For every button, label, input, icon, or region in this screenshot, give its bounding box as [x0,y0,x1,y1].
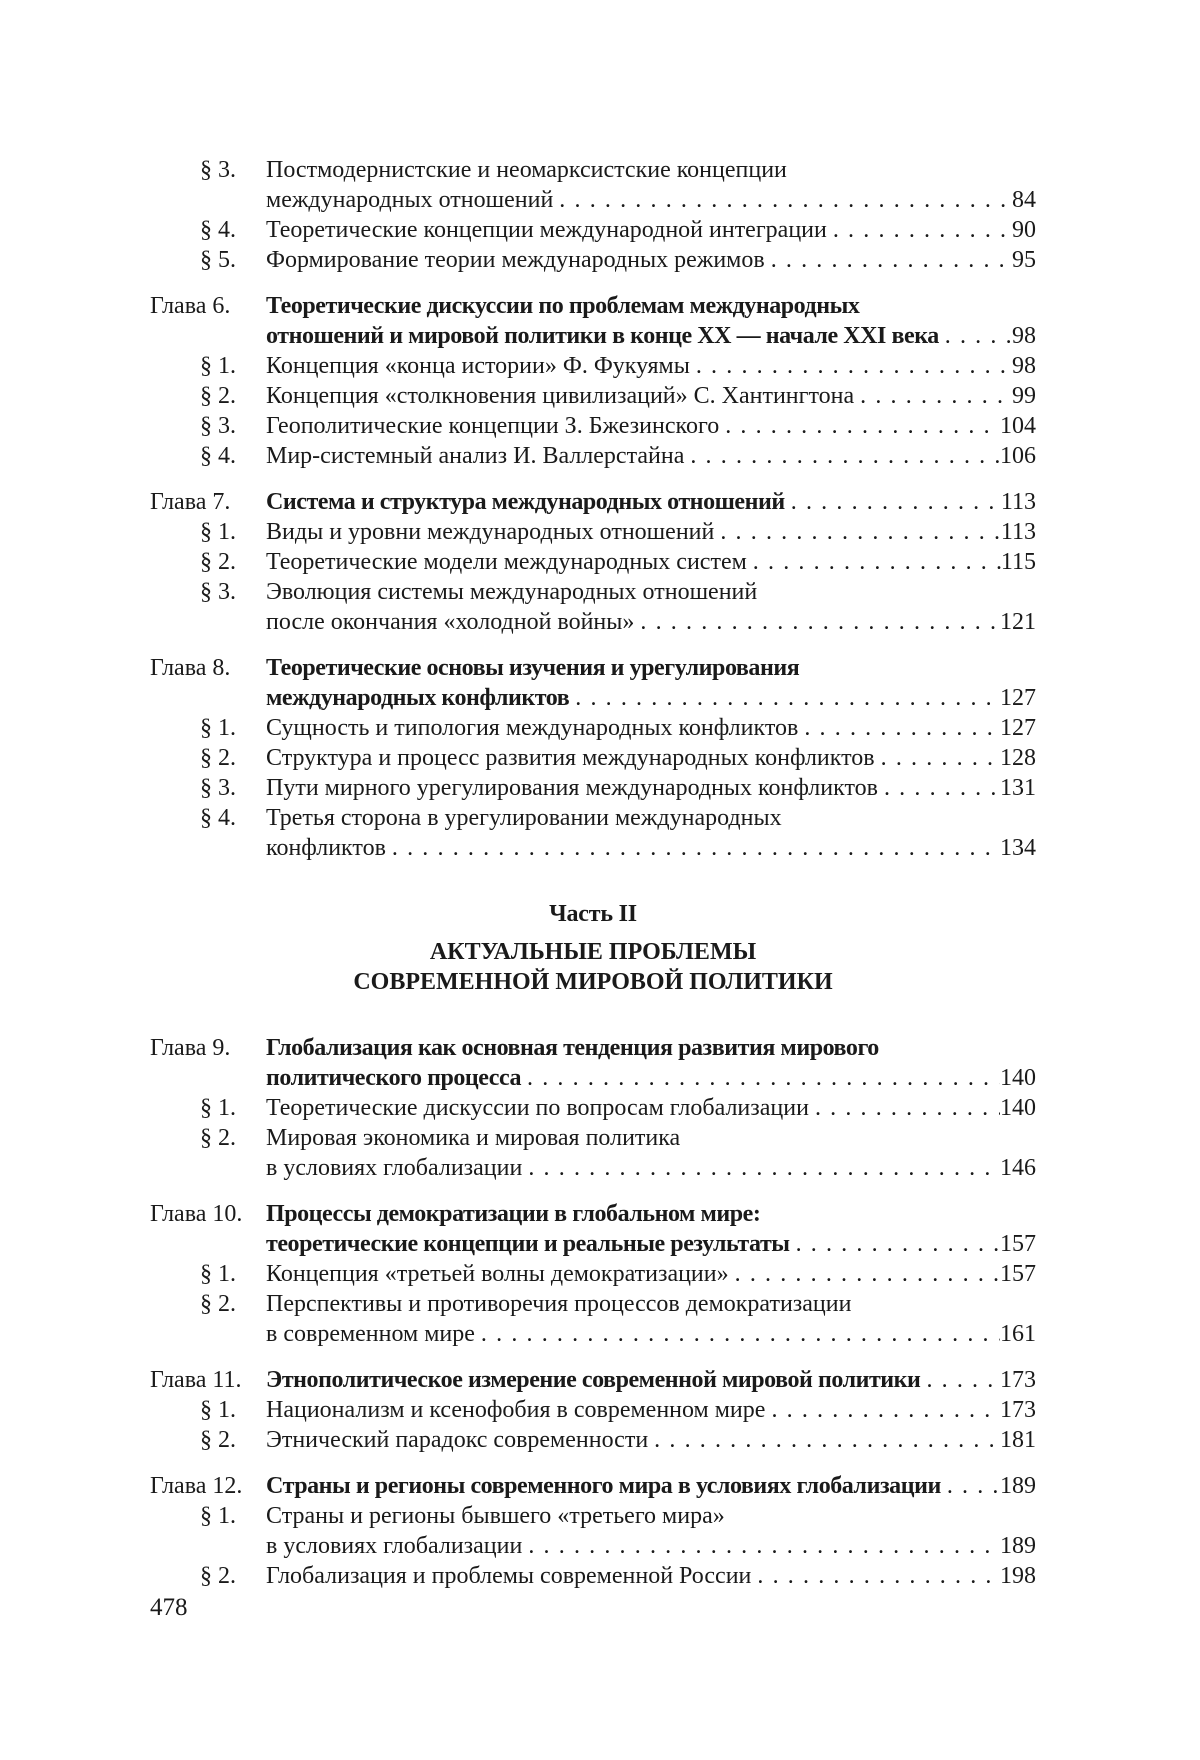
chapter-title: Этнополитическое измерение современной мировой политики [266,1367,921,1393]
toc-entry-section [150,1123,1036,1153]
section-title-line1: Эволюция системы международных отношений [266,579,758,605]
page-ref: 140 [1000,1065,1036,1091]
dot-leader [522,1531,1000,1561]
section-number: § 2. [200,745,236,771]
toc-entry-section [150,1395,1036,1425]
toc-entry-chapter [150,487,1036,517]
section-title: Концепция «конца истории» Ф. Фукуямы [266,353,690,379]
toc-entry-section [150,517,1036,547]
dot-leader [475,1319,1000,1349]
page-ref: 99 [1012,383,1036,409]
chapter-number: Глава 10. [150,1201,243,1227]
dot-leader [920,1365,1000,1395]
section-number: § 2. [200,1291,236,1317]
chapter-title: Страны и регионы современного мира в условиях глобализации [266,1473,941,1499]
dot-leader [521,1063,1000,1093]
page-ref: 198 [1000,1563,1036,1589]
section-number: § 3. [200,579,236,605]
toc-entry-section [150,803,1036,833]
section-number: § 2. [200,1427,236,1453]
part-title-line2: СОВРЕМЕННОЙ МИРОВОЙ ПОЛИТИКИ [353,969,833,995]
section-title: Теоретические дискуссии по вопросам глобализации [266,1095,809,1121]
toc-entry-chapter-continued [150,321,1036,351]
section-title: Геополитические концепции З. Бжезинского [266,413,720,439]
toc-entry-chapter [150,1033,1036,1063]
toc-entry-section [150,411,1036,441]
section-number: § 4. [200,805,236,831]
toc-entry-section [150,713,1036,743]
section-title: Концепция «третьей волны демократизации» [266,1261,729,1287]
page-ref: 146 [1000,1155,1036,1181]
page-ref: 128 [1000,745,1036,771]
section-number: § 2. [200,1125,236,1151]
toc-entry-section [150,1289,1036,1319]
section-number: § 2. [200,383,236,409]
toc-entry-section-continued [150,1319,1036,1349]
part-title [150,937,1036,997]
section-title-line1: Постмодернистские и неомарксистские концепции [266,157,787,183]
toc-entry-chapter-continued [150,683,1036,713]
dot-leader [827,215,1012,245]
page-ref: 95 [1012,247,1036,273]
dot-leader [790,1229,1000,1259]
toc-entry-section [150,155,1036,185]
chapter-title-line2: теоретические концепции и реальные результаты [266,1231,790,1257]
toc-entry-chapter [150,1199,1036,1229]
toc-entry-section [150,215,1036,245]
part-title-line1: АКТУАЛЬНЫЕ ПРОБЛЕМЫ [429,939,757,965]
toc-entry-section [150,577,1036,607]
section-number: § 5. [200,247,236,273]
page-ref: 104 [1000,413,1036,439]
table-of-contents [150,155,1036,1591]
page-ref: 173 [1000,1367,1036,1393]
page-ref: 161 [1000,1321,1036,1347]
section-number: § 1. [200,1503,236,1529]
page-number: 478 [150,1594,188,1621]
page-ref: 113 [1000,489,1036,515]
dot-leader [719,411,1000,441]
dot-leader [553,185,1012,215]
section-title-line2: в условиях глобализации [266,1533,523,1559]
page-ref: 115 [1000,549,1036,575]
dot-leader [785,487,1001,517]
toc-entry-chapter [150,1471,1036,1501]
chapter-title-line2: международных конфликтов [266,685,570,711]
toc-entry-section [150,1561,1036,1591]
section-title-line2: после окончания «холодной войны» [266,609,635,635]
dot-leader [875,743,1000,773]
part-label: Часть II [549,901,637,927]
dot-leader [751,1561,1000,1591]
page-ref: 106 [1000,443,1036,469]
toc-entry-chapter-continued [150,1063,1036,1093]
dot-leader [878,773,1000,803]
dot-leader [569,683,1000,713]
chapter-number: Глава 7. [150,489,231,515]
toc-entry-section-continued [150,1531,1036,1561]
chapter-title-line1: Глобализация как основная тенденция развития мирового [266,1035,879,1061]
section-title-line2: в условиях глобализации [266,1155,523,1181]
section-title-line1: Третья сторона в урегулировании международных [266,805,782,831]
chapter-title-line2: отношений и мировой политики в конце XX — начале XXI века [266,323,939,349]
toc-entry-section [150,441,1036,471]
section-title: Мир-системный анализ И. Валлерстайна [266,443,685,469]
dot-leader [747,547,1001,577]
page-ref: 140 [1000,1095,1036,1121]
page-ref: 157 [1000,1231,1036,1257]
section-number: § 1. [200,1095,236,1121]
dot-leader [809,1093,1000,1123]
chapter-number: Глава 6. [150,293,231,319]
toc-entry-section [150,1501,1036,1531]
section-title: Национализм и ксенофобия в современном мире [266,1397,766,1423]
toc-entry-section [150,381,1036,411]
section-number: § 4. [200,217,236,243]
toc-entry-section-continued [150,833,1036,863]
toc-entry-chapter [150,291,1036,321]
section-title-line2: конфликтов [266,835,386,861]
section-title-line1: Страны и регионы бывшего «третьего мира» [266,1503,725,1529]
chapter-title-line1: Процессы демократизации в глобальном мире: [266,1201,761,1227]
page-ref: 173 [1000,1397,1036,1423]
page-ref: 90 [1012,217,1036,243]
chapter-number: Глава 12. [150,1473,243,1499]
toc-entry-section-continued [150,185,1036,215]
dot-leader [729,1259,1000,1289]
toc-entry-section [150,1093,1036,1123]
section-number: § 2. [200,1563,236,1589]
section-title: Формирование теории международных режимов [266,247,765,273]
section-title-line1: Перспективы и противоречия процессов демократизации [266,1291,852,1317]
chapter-title: Система и структура международных отношений [266,489,785,515]
page-ref: 98 [1012,323,1036,349]
toc-entry-section-continued [150,1153,1036,1183]
section-title: Теоретические модели международных систем [266,549,747,575]
toc-entry-section [150,743,1036,773]
toc-entry-chapter-continued [150,1229,1036,1259]
dot-leader [386,833,1000,863]
section-title-line1: Мировая экономика и мировая политика [266,1125,681,1151]
page-ref: 121 [1000,609,1036,635]
toc-entry-chapter [150,653,1036,683]
section-title: Виды и уровни международных отношений [266,519,715,545]
section-number: § 1. [200,1261,236,1287]
page-ref: 127 [1000,715,1036,741]
toc-entry-section [150,1259,1036,1289]
dot-leader [765,245,1012,275]
section-number: § 1. [200,353,236,379]
section-number: § 3. [200,413,236,439]
toc-entry-section [150,351,1036,381]
section-title-line2: международных отношений [266,187,554,213]
toc-entry-section [150,1425,1036,1455]
section-number: § 3. [200,157,236,183]
section-title: Концепция «столкновения цивилизаций» С. Хантингтона [266,383,855,409]
toc-entry-section [150,773,1036,803]
section-title-line2: в современном мире [266,1321,475,1347]
dot-leader [798,713,1000,743]
chapter-number: Глава 11. [150,1367,242,1393]
dot-leader [634,607,1000,637]
page-ref: 189 [1000,1533,1036,1559]
dot-leader [522,1153,1000,1183]
section-title: Глобализация и проблемы современной России [266,1563,752,1589]
page-ref: 131 [1000,775,1036,801]
section-title: Сущность и типология международных конфликтов [266,715,799,741]
page-ref: 113 [1000,519,1036,545]
toc-entry-chapter [150,1365,1036,1395]
dot-leader [714,517,1001,547]
section-number: § 2. [200,549,236,575]
page-ref: 98 [1012,353,1036,379]
page-ref: 127 [1000,685,1036,711]
page-ref: 157 [1000,1261,1036,1287]
page-ref: 181 [1000,1427,1036,1453]
page-ref: 84 [1012,187,1036,213]
chapter-title-line1: Теоретические основы изучения и урегулирования [266,655,800,681]
chapter-title-line1: Теоретические дискуссии по проблемам международных [266,293,860,319]
section-number: § 1. [200,519,236,545]
toc-entry-section-continued [150,607,1036,637]
page-ref: 134 [1000,835,1036,861]
dot-leader [941,1471,1000,1501]
section-title: Пути мирного урегулирования международных конфликтов [266,775,878,801]
page-ref: 189 [1000,1473,1036,1499]
section-title: Теоретические концепции международной интеграции [266,217,827,243]
chapter-number: Глава 9. [150,1035,231,1061]
chapter-title-line2: политического процесса [266,1065,522,1091]
section-number: § 1. [200,1397,236,1423]
dot-leader [690,351,1012,381]
dot-leader [939,321,1012,351]
dot-leader [684,441,1000,471]
toc-entry-section [150,547,1036,577]
section-number: § 1. [200,715,236,741]
section-title: Структура и процесс развития международных конфликтов [266,745,875,771]
section-number: § 4. [200,443,236,469]
dot-leader [854,381,1012,411]
toc-entry-section [150,245,1036,275]
chapter-number: Глава 8. [150,655,231,681]
section-number: § 3. [200,775,236,801]
section-title: Этнический парадокс современности [266,1427,649,1453]
dot-leader [765,1395,1000,1425]
dot-leader [648,1425,1000,1455]
